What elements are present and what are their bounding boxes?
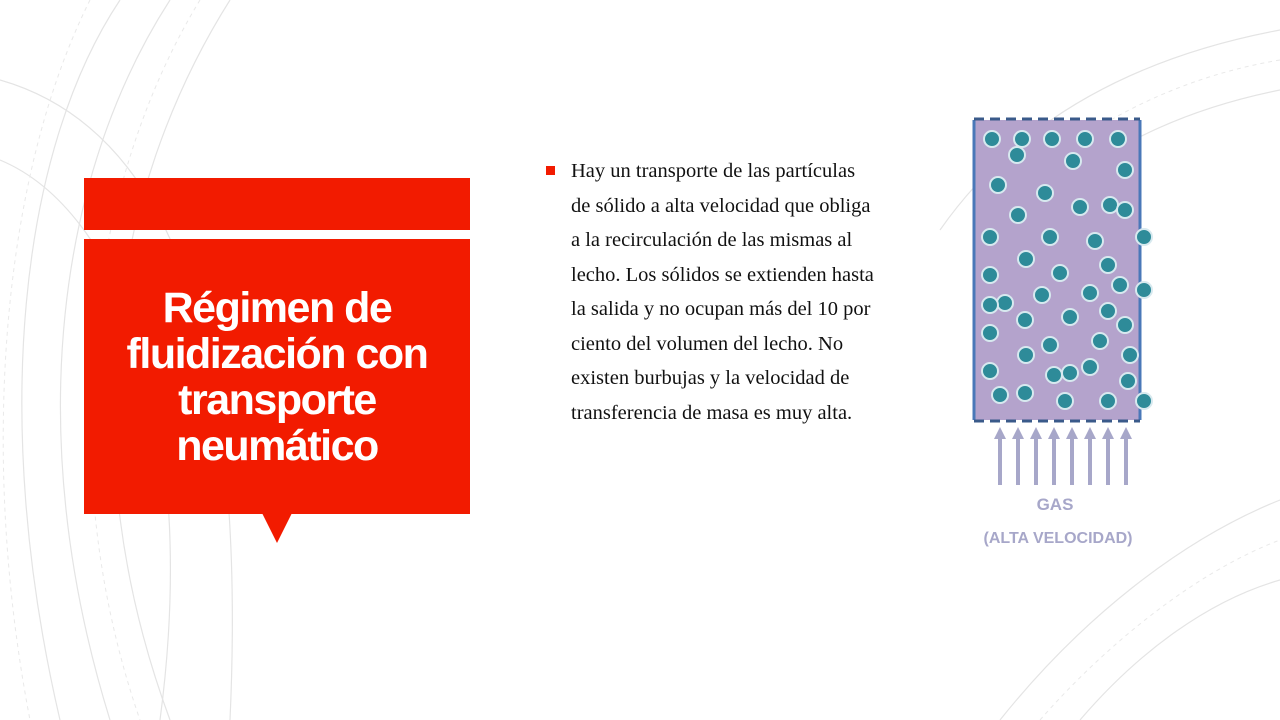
particle xyxy=(997,295,1013,311)
particle xyxy=(1017,312,1033,328)
particle xyxy=(1087,233,1103,249)
particle xyxy=(1100,257,1116,273)
particle xyxy=(1057,393,1073,409)
particle xyxy=(1046,367,1062,383)
particle xyxy=(1052,265,1068,281)
gas-arrow-head xyxy=(994,427,1006,439)
particle xyxy=(1062,309,1078,325)
particle xyxy=(1018,251,1034,267)
particle xyxy=(1077,131,1093,147)
particle xyxy=(1122,347,1138,363)
gas-arrow-head xyxy=(1048,427,1060,439)
particle xyxy=(1042,229,1058,245)
particle xyxy=(990,177,1006,193)
title-box xyxy=(84,239,470,514)
particle xyxy=(1117,162,1133,178)
velocity-label: (ALTA VELOCIDAD) xyxy=(983,530,1133,547)
gas-arrow-head xyxy=(1030,427,1042,439)
particle xyxy=(1010,207,1026,223)
gas-arrow-head xyxy=(1066,427,1078,439)
bullet-text: Hay un transporte de las partículas de sólido a alta velocidad que obliga a la recirculación de las mismas al lecho. Los sólidos se extienden hasta la salida y no ocupan más del 10 por ciento del volumen del lecho. No existen burbujas y la velocidad de transferencia de masa es muy alta. xyxy=(571,160,874,424)
particle xyxy=(1117,202,1133,218)
particle xyxy=(1136,229,1152,245)
particle xyxy=(1110,131,1126,147)
particle xyxy=(1072,199,1088,215)
title-accent-bar xyxy=(84,178,470,230)
particle xyxy=(1044,131,1060,147)
fluidized-bed-diagram xyxy=(950,115,1170,555)
particle xyxy=(1082,359,1098,375)
square-bullet-icon xyxy=(546,166,555,175)
particle xyxy=(984,131,1000,147)
particle xyxy=(1117,317,1133,333)
particle xyxy=(1065,153,1081,169)
particle xyxy=(982,229,998,245)
particle xyxy=(992,387,1008,403)
particle xyxy=(1092,333,1108,349)
particle xyxy=(1102,197,1118,213)
particle xyxy=(1100,303,1116,319)
particle xyxy=(1120,373,1136,389)
gas-label: GAS xyxy=(1036,495,1074,514)
particle xyxy=(1082,285,1098,301)
particle xyxy=(1062,365,1078,381)
particle xyxy=(1037,185,1053,201)
particle xyxy=(1014,131,1030,147)
bullet-list xyxy=(546,154,876,430)
particle xyxy=(1136,393,1152,409)
particle xyxy=(982,325,998,341)
particle xyxy=(982,297,998,313)
particle xyxy=(1009,147,1025,163)
particle xyxy=(1112,277,1128,293)
particle xyxy=(1136,282,1152,298)
particle xyxy=(1017,385,1033,401)
particle xyxy=(1018,347,1034,363)
gas-arrow-head xyxy=(1084,427,1096,439)
gas-arrow-head xyxy=(1102,427,1114,439)
particle xyxy=(1042,337,1058,353)
particle xyxy=(1100,393,1116,409)
particle xyxy=(982,363,998,379)
particle xyxy=(982,267,998,283)
particle xyxy=(1034,287,1050,303)
slide-title: Régimen de fluidización con transporte neumático xyxy=(126,283,428,470)
gas-arrow-head xyxy=(1012,427,1024,439)
title-pointer xyxy=(262,513,292,543)
gas-arrow-head xyxy=(1120,427,1132,439)
gas-arrows xyxy=(994,427,1132,485)
